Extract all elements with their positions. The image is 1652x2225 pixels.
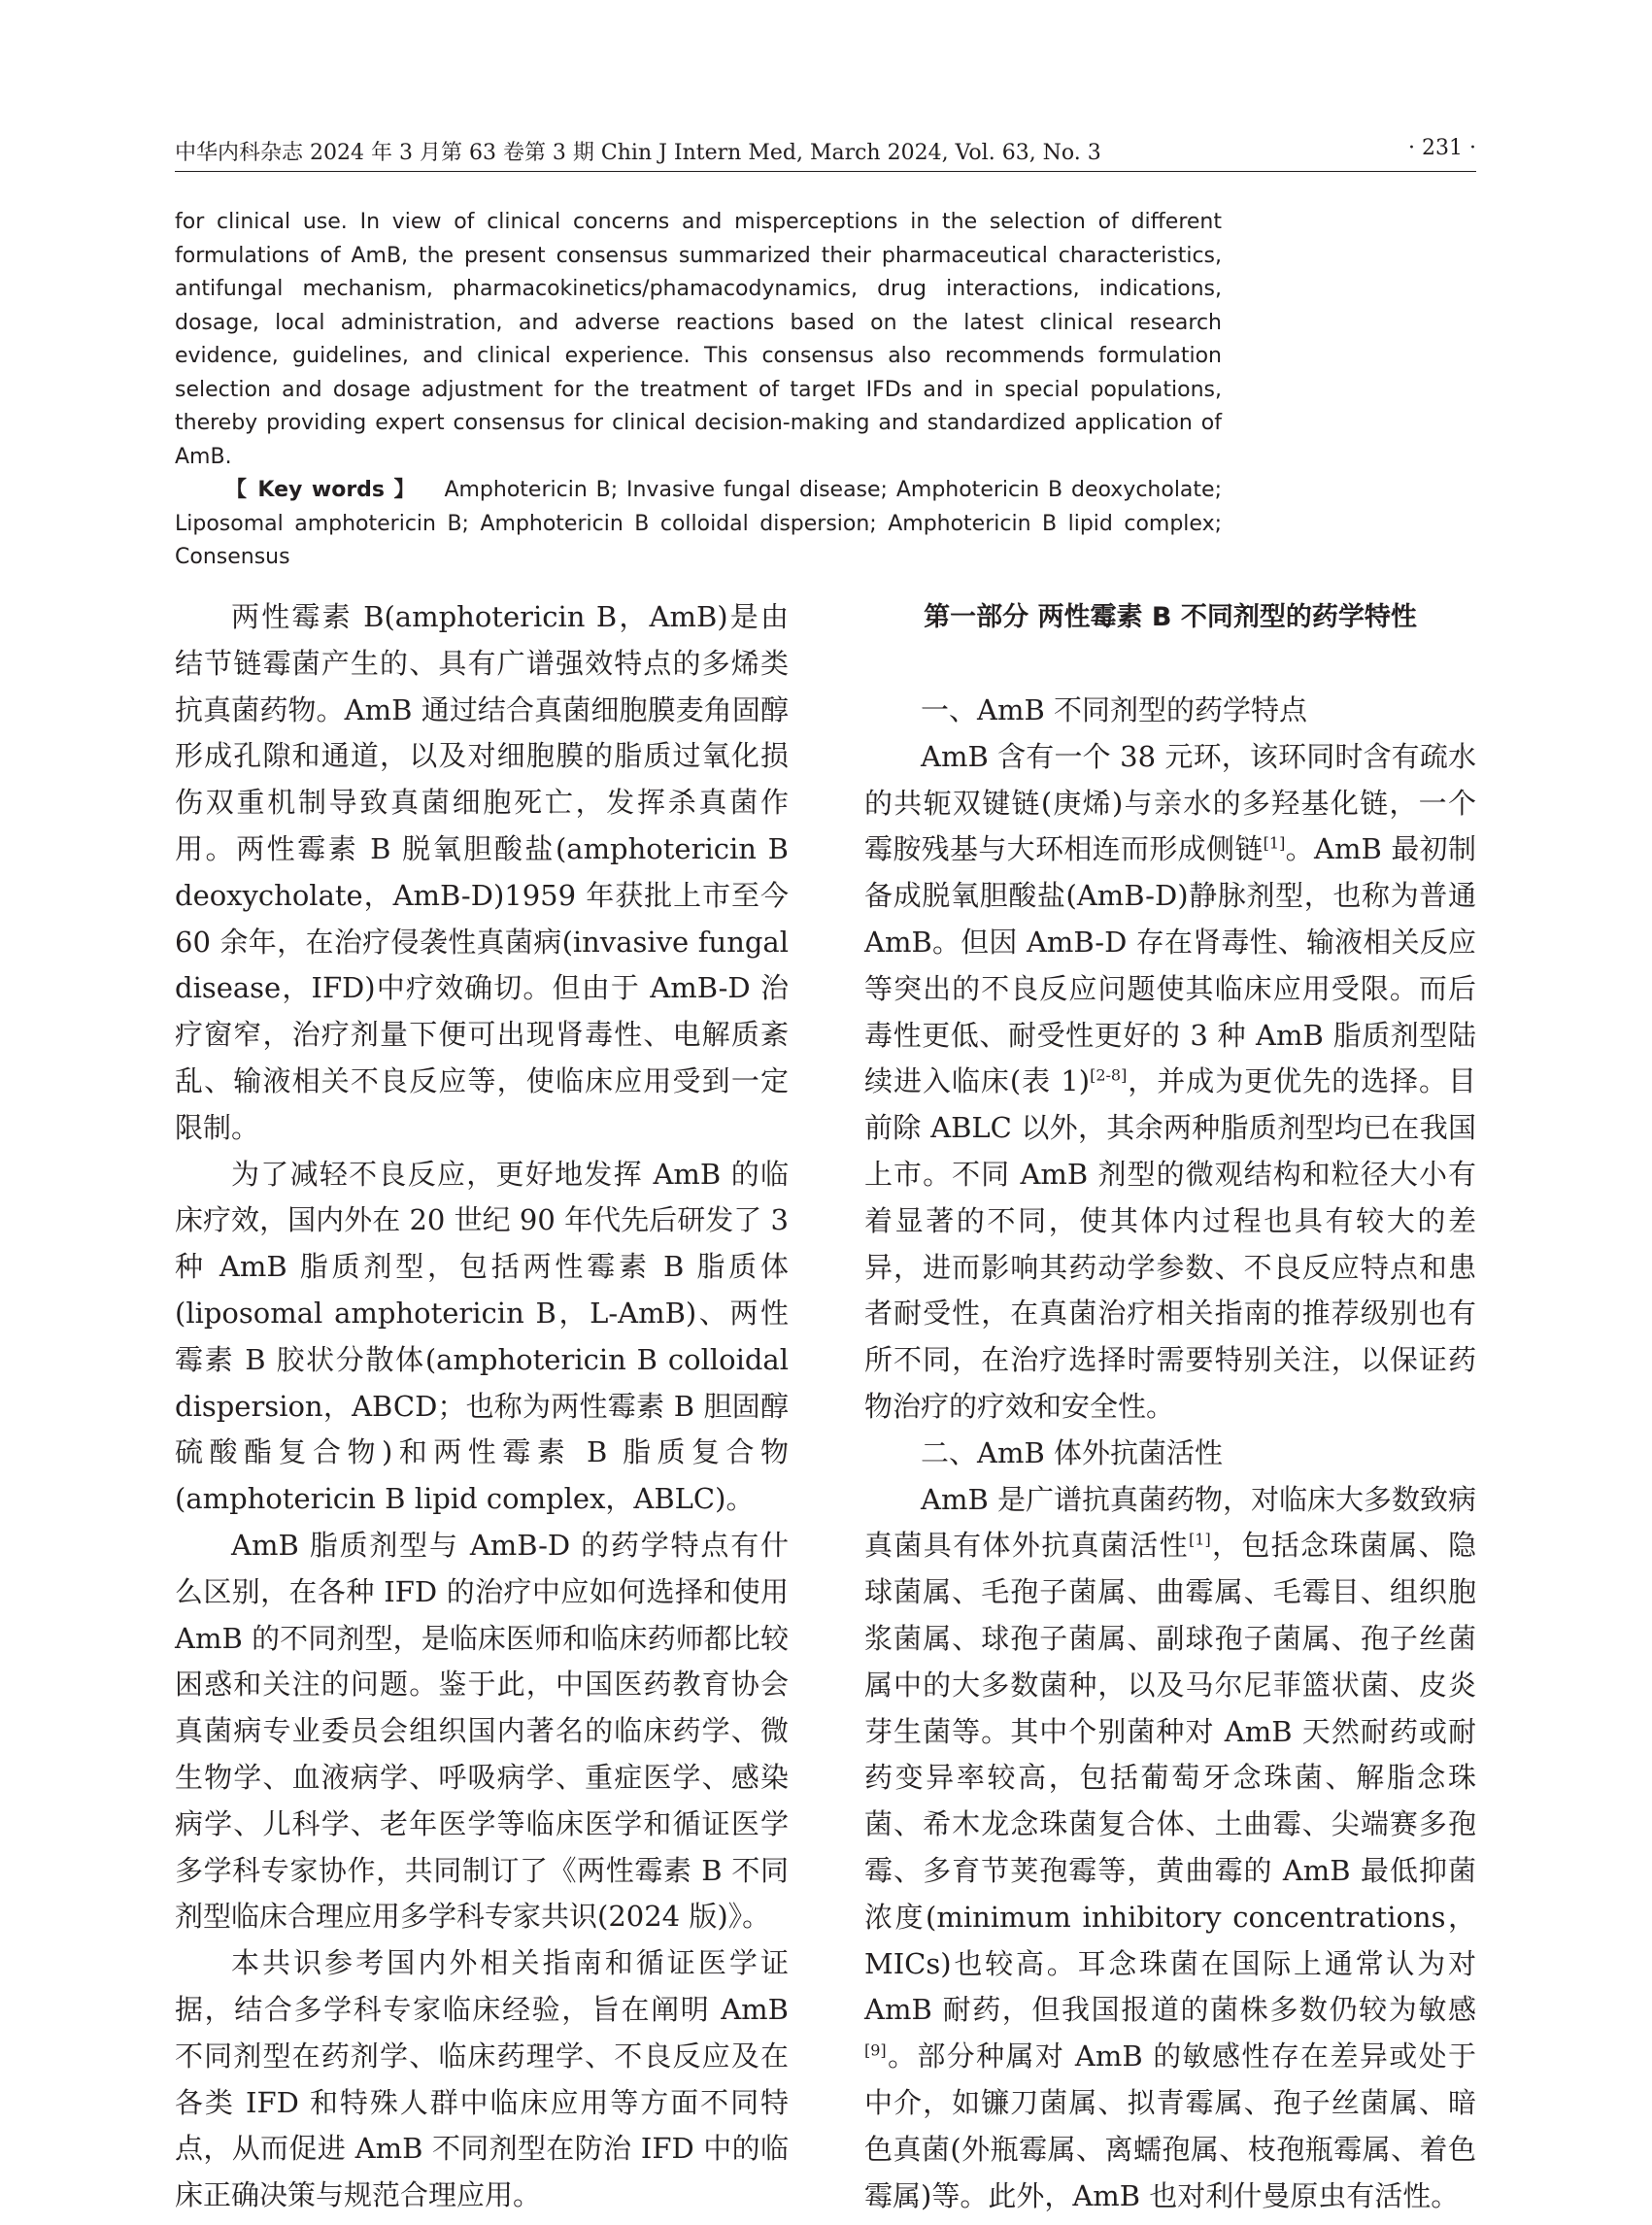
intro-paragraph-3: AmB 脂质剂型与 AmB-D 的药学特点有什么区别，在各种 IFD 的治疗中应如何选择和使用 AmB 的不同剂型，是临床医师和临床药师都比较困惑和关注的问题。鉴于此，中国医药教育协会真菌病专业委员会组织国内著名的临床药学、微生物学、血液病学、呼吸病学、重症医学、感染病学、儿科学、老年医学等临床医学和循证医学多学科专家协作，共同制订了《两性霉素 B 不同剂型临床合理应用多学科专家共识(2024 版)》。 [175,1528,789,1934]
section-2-heading: 二、AmB 体外抗菌活性 [921,1435,1223,1469]
citation-ref: [9] [864,2040,887,2060]
journal-citation: 中华内科杂志 2024 年 3 月第 63 卷第 3 期 Chin J Intern Med, March 2024, Vol. 63, No. 3 [175,141,1101,165]
section-2-text-a: AmB 是广谱抗真菌药物，对临床大多数致病真菌具有体外抗真菌活性 [864,1482,1476,1563]
header-rule [175,171,1476,172]
right-column [864,594,1476,2219]
section-1-paragraph [864,734,1476,1431]
citation-ref: [1] [1263,833,1286,853]
part-one-title: 第一部分 两性霉素 B 不同剂型的药学特性 [924,602,1417,632]
abstract-body: for clinical use. In view of clinical concerns and misperceptions in the selection of different formulations of AmB, the present consensus summarized their pharmaceutical characteristics, antifungal mechanism, pharmacokinetics/phamacodynamics, drug interactions, indications, dosage, local administration, and adverse reactions based on the latest clinical research evidence, guidelines, and clinical experience. This consensus also recommends formulation selection and dosage adjustment for the treatment of target IFDs and in special populations, thereby providing expert consensus for clinical decision-making and standardized application of AmB. [175,210,1222,469]
section-1-text-b: 。AmB 最初制备成脱氧胆酸盐(AmB-D)静脉剂型，也称为普通 AmB。但因 AmB-D 存在肾毒性、输液相关反应等突出的不良反应问题使其临床应用受限。而后毒性更低、耐受性更好的 3 种 AmB 脂质剂型陆续进入临床(表 1) [864,832,1476,1098]
section-1-heading: 一、AmB 不同剂型的药学特点 [921,693,1307,726]
section-2-text-c: 。部分种属对 AmB 的敏感性存在差异或处于中介，如镰刀菌属、拟青霉属、孢子丝菌属、暗色真菌(外瓶霉属、离蠕孢属、枝孢瓶霉属、着色霉属)等。此外，AmB 也对利什曼原虫有活性。 [864,2040,1476,2212]
section-2-paragraph [864,1477,1476,2220]
keywords-text: Amphotericin B; Invasive fungal disease; Amphotericin B deoxycholate; Liposomal amphotericin B; Amphotericin B colloidal dispersion; Amphotericin B lipid complex; Consensus [175,478,1222,569]
section-2-text-b: ，包括念珠菌属、隐球菌属、毛孢子菌属、曲霉属、毛霉目、组织胞浆菌属、球孢子菌属、副球孢子菌属、孢子丝菌属中的大多数菌种，以及马尔尼菲篮状菌、皮炎芽生菌等。其中个别菌种对 AmB 天然耐药或耐药变异率较高，包括葡萄牙念珠菌、解脂念珠菌、希木龙念珠菌复合体、土曲霉、尖端赛多孢霉、多育节荚孢霉等，黄曲霉的 AmB 最低抑菌浓度(minimum inhibitory concentrations，MICs)也较高。耳念珠菌在国际上通常认为对 AmB 耐药，但我国报道的菌株多数仍较为敏感 [864,1529,1476,2027]
intro-paragraph-1: 两性霉素 B(amphotericin B，AmB)是由结节链霉菌产生的、具有广谱强效特点的多烯类抗真菌药物。AmB 通过结合真菌细胞膜麦角固醇形成孔隙和通道，以及对细胞膜的脂质过氧化损伤双重机制导致真菌细胞死亡，发挥杀真菌作用。两性霉素 B 脱氧胆酸盐(amphotericin B deoxycholate，AmB-D)1959 年获批上市至今 60 余年，在治疗侵袭性真菌病(invasive fungal disease，IFD)中疗效确切。但由于 AmB-D 治疗窗窄，治疗剂量下便可出现肾毒性、电解质紊乱、输液相关不良反应等，使临床应用受到一定限制。 [175,600,789,1144]
section-1-text-c: ，并成为更优先的选择。目前除 ABLC 以外，其余两种脂质剂型均已在我国上市。不同 AmB 剂型的微观结构和粒径大小有着显著的不同，使其体内过程也具有较大的差异，进而影响其药动学参数、不良反应特点和患者耐受性，在真菌治疗相关指南的推荐级别也有所不同，在治疗选择时需要特别关注，以保证药物治疗的疗效和安全性。 [864,1064,1476,1423]
intro-paragraph-4: 本共识参考国内外相关指南和循证医学证据，结合多学科专家临床经验，旨在阐明 AmB 不同剂型在药剂学、临床药理学、不良反应及在各类 IFD 和特殊人群中临床应用等方面不同特点，从而促进 AmB 不同剂型在防治 IFD 中的临床正确决策与规范合理应用。 [175,1946,789,2212]
left-column [175,594,789,2219]
keywords-line [175,474,1222,575]
running-header [175,136,1476,175]
citation-ref: [1] [1189,1530,1211,1549]
keywords-label: 【 Key words 】 [225,478,418,502]
english-abstract [175,206,1222,575]
intro-paragraph-2: 为了减轻不良反应，更好地发挥 AmB 的临床疗效，国内外在 20 世纪 90 年代先后研发了 3 种 AmB 脂质剂型，包括两性霉素 B 脂质体(liposomal amphotericin B，L-AmB)、两性霉素 B 胶状分散体(amphotericin B colloidal dispersion，ABCD；也称为两性霉素 B 胆固醇硫酸酯复合物)和两性霉素 B 脂质复合物(amphotericin B lipid complex，ABLC)。 [175,1157,789,1516]
page-number: · 231 · [1408,136,1476,160]
section-1-text-a: AmB 含有一个 38 元环，该环同时含有疏水的共轭双键链(庚烯)与亲水的多羟基化链，一个霉胺残基与大环相连而形成侧链 [864,739,1476,866]
citation-ref: [2-8] [1090,1065,1128,1085]
